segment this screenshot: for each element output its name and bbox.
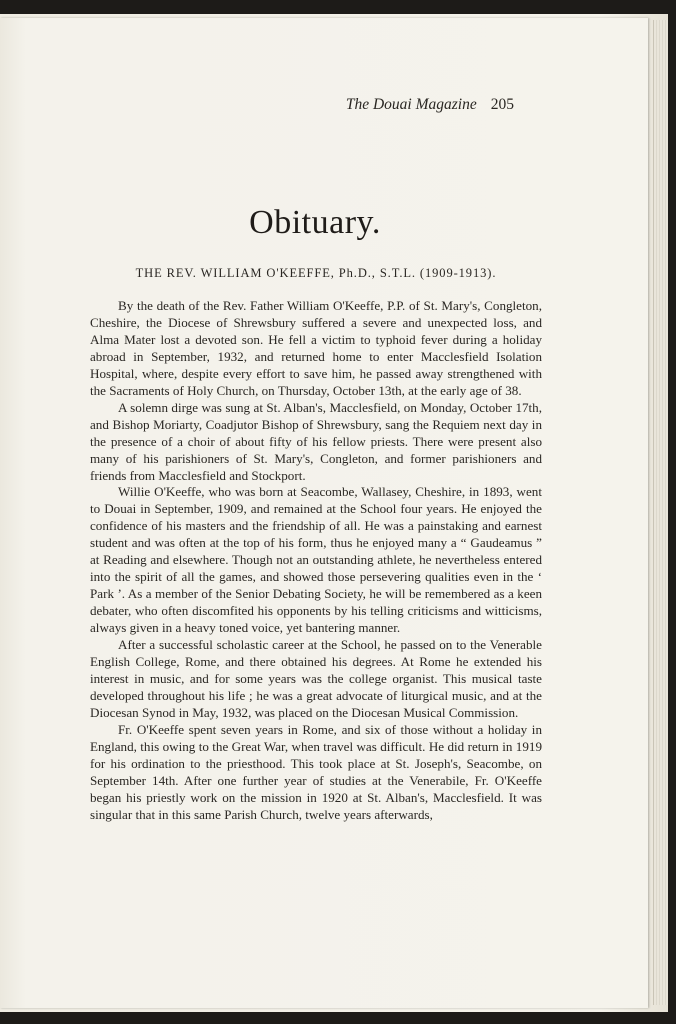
magazine-name: The Douai Magazine — [345, 96, 477, 113]
page-title: Obituary. — [249, 204, 381, 241]
book-page — [0, 18, 648, 1008]
paragraph: A solemn dirge was sung at St. Alban's, Macclesfield, on Monday, October 17th, and Bishop Moriarty, Coadjutor Bishop of Shrewsbury, sang the Requiem next day in the presence of a choir of about fifty of his fellow priests. There were present also many of his parishioners of St. Mary's, Congleton, and former parishioners and friends from Macclesfield and Stockport. — [90, 399, 542, 483]
paragraph: By the death of the Rev. Father William O'Keeffe, P.P. of St. Mary's, Congleton, Cheshire, the Diocese of Shrewsbury suffered a severe and unexpected loss, and Alma Mater lost a devoted son. He fell a victim to typhoid fever during a holiday abroad in September, 1932, and returned home to enter Macclesfield Isolation Hospital, where, despite every effort to save him, he passed away strengthened with the Sacraments of Holy Church, on Thursday, October 13th, at the early age of 38. — [90, 298, 542, 398]
paragraph: Fr. O'Keeffe spent seven years in Rome, and six of those without a holiday in England, this owing to the Great War, when travel was difficult. He did return in 1919 for his ordination to the priesthood. This took place at St. Joseph's, Seacombe, on September 14th. After one further year of studies at the Venerabile, Fr. O'Keeffe began his priestly work on the mission in 1920 at St. Alban's, Macclesfield. It was singular that in this same Parish Church, twelve years afterwards, — [90, 721, 542, 822]
article-body — [90, 298, 542, 824]
paragraph: Willie O'Keeffe, who was born at Seacombe, Wallasey, Cheshire, in 1893, went to Douai in September, 1909, and remained at the School four years. He enjoyed the confidence of his masters and the friendship of all. He was a painstaking and earnest student and was often at the top of his form, thus he enjoyed many a “ Gaudeamus ” at Reading and elsewhere. Though not an outstanding athlete, he nevertheless entered into the spirit of all the games, and showed those persevering qualities even in the ‘ Park ’. As a member of the Senior Debating Society, he will be remembered as a keen debater, who often discomfited his opponents by his telling criticisms and witticisms, always given in a heavy toned voice, yet bantering manner. — [90, 484, 542, 636]
page-number: 205 — [490, 96, 514, 113]
paragraph: After a successful scholastic career at the School, he passed on to the Venerable English College, Rome, and there obtained his degrees. At Rome he extended his interest in music, and for some years was the college organist. This musical taste developed throughout his life ; he was a great advocate of liturgical music, and at the Diocesan Synod in May, 1932, was placed on the Diocesan Musical Commission. — [90, 637, 542, 720]
running-head — [346, 96, 514, 114]
obituary-subheading: THE REV. WILLIAM O'KEEFFE, Ph.D., S.T.L. (1909-1913). — [135, 266, 497, 280]
page-edges — [653, 20, 668, 1005]
